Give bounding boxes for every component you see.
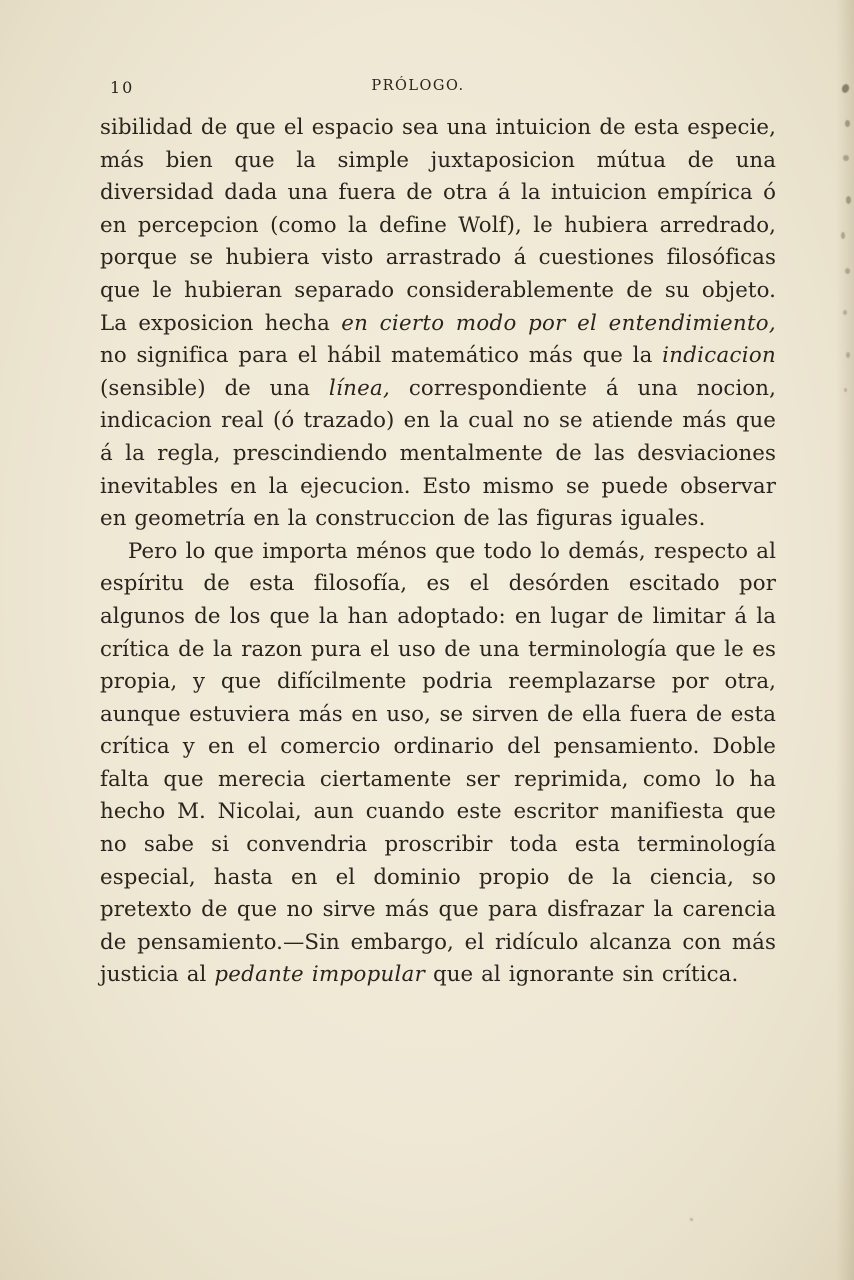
text-segment: sibilidad de que el espacio sea una intuicion de esta especie, más bien que la simple juxtaposicion mútua de una diversidad dada una fuera de otra á la intuicion empírica ó en percepcion (como la define Wolf), le hubiera arredrado, porque se hubiera visto arrastrado á cuestiones filosóficas que le hubieran separado considerablemente de su objeto. La exposicion hecha (100, 115, 776, 336)
text-segment: no significa para el hábil matemático más que la (100, 343, 663, 369)
italic-phrase: indicacion (662, 343, 776, 369)
page-header (100, 74, 776, 104)
scan-speckle (846, 352, 850, 358)
scan-speckle (846, 196, 851, 204)
paragraph (100, 112, 776, 536)
italic-phrase: pedante impopular (214, 962, 426, 988)
text-segment: Pero lo que importa ménos que todo lo demás, respecto al espíritu de esta filosofía, es el desórden escitado por algunos de los que la han adoptado: en lugar de limitar á la crítica de la razon pura el uso de una terminología que le es propia, y que difícilmente podria reemplazarse por otra, aunque estuviera más en uso, se sirven de ella fuera de esta crítica y en el comercio ordinario del pensamiento. Doble falta que merecia ciertamente ser reprimida, como lo ha hecho M. Nicolai, aun cuando este escritor manifiesta que no sabe si convendria proscribir toda esta terminología especial, hasta en el dominio propio de la ciencia, so pretexto de que no sirve más que para disfrazar la carencia de pensamiento.—Sin embargo, el ridículo alcanza con más justicia al (100, 538, 776, 988)
scan-speckle (843, 155, 849, 161)
scan-speckle (845, 268, 850, 274)
scan-speckle (841, 232, 845, 239)
text-segment: (sensible) de una (100, 375, 329, 401)
scan-speckle (841, 83, 851, 94)
italic-phrase: en cierto modo por el entendimiento, (341, 310, 776, 336)
italic-phrase: línea, (328, 375, 391, 401)
text-segment: correspondiente á una nocion, indicacion real (ó trazado) en la cual no se atiende más que á la regla, prescindiendo mentalmente de las desviaciones inevitables en la ejecucion. Esto mismo se puede observar en geometría en la construccion de las figuras iguales. (100, 375, 776, 532)
page-body (100, 112, 776, 992)
text-block (100, 74, 776, 992)
text-segment: que al ignorante sin crítica. (425, 962, 739, 988)
scan-speckle (844, 388, 847, 392)
page-edge-shadow (836, 0, 854, 1280)
scan-speckle (845, 120, 850, 127)
scan-speckle (690, 1218, 693, 1221)
scan-speckle (843, 310, 847, 315)
page-number: 10 (110, 78, 135, 97)
paragraph (100, 536, 776, 992)
running-title: PRÓLOGO. (371, 78, 465, 94)
